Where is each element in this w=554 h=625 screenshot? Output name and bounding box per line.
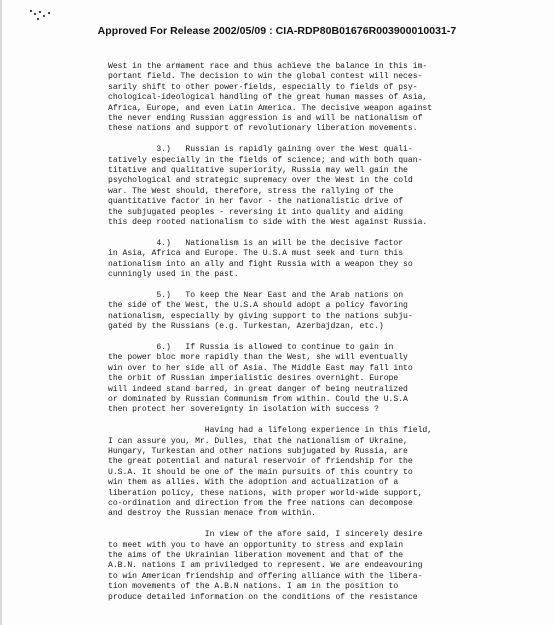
memo-line: the never ending Russian aggression is and will be nationalism of (108, 114, 423, 124)
memo-line: the great potential and natural reservoir of friendship for the (108, 457, 413, 467)
memo-line: tatively especially in the fields of science; and with both quan- (108, 155, 423, 165)
memo-line: will indeed stand barred, in great danger of being neutralized (108, 384, 408, 394)
memo-line: and destroy the Russian menace from within. (108, 509, 316, 519)
memo-paragraph (108, 291, 520, 333)
memo-line: co-ordination and direction from the free nations can decompose (108, 498, 413, 508)
memo-line: Hungary, Turkestan and other nations subjugated by Russia, are (108, 446, 408, 456)
memo-line: the subjugated peoples - reversing it into quality and aiding (108, 207, 404, 217)
memo-body (108, 62, 520, 613)
memo-paragraph (108, 343, 520, 416)
release-header: Approved For Release 2002/05/09 : CIA-RDP80B01676R003900010031-7 (97, 25, 457, 37)
memo-line: or dominated by Russian Communism from within. Could the U.S.A (108, 394, 408, 404)
memo-line: nationalism into an ally and fight Russia with a weapon they so (108, 259, 413, 269)
memo-line: war. The West should, therefore, stress the rallying of the (108, 186, 394, 196)
memo-line: in Asia, Africa and Europe. The U.S.A must seek and turn this (108, 249, 404, 259)
memo-paragraph (108, 145, 520, 228)
memo-line: 4.) Nationalism is an will be the decisive factor (108, 238, 404, 248)
memo-line: the orbit of Russian imperialistic desires overnight. Europe (108, 374, 399, 384)
memo-line: cunningly used in the past. (108, 270, 239, 280)
memo-line: nationalism, especially by giving support to the nations subju- (108, 311, 413, 321)
memo-line: portant field. The decision to win the global contest will neces- (108, 72, 423, 82)
memo-paragraph (108, 530, 520, 603)
memo-line: psychological and strategic supremacy over the West in the cold (108, 176, 413, 186)
memo-line: liberation policy, these nations, with proper world-wide support, (108, 488, 423, 498)
memo-line: win over to her side all of Asia. The Middle East may fall into (108, 363, 413, 373)
memo-line: the side of the West, the U.S.A should adopt a policy favoring (108, 301, 408, 311)
scan-specks (30, 10, 52, 24)
memo-line: win them as allies. With the adoption and actualization of a (108, 478, 399, 488)
scan-edge (0, 0, 2, 625)
memo-line: then protect her sovereignty in isolation with success ? (108, 405, 379, 415)
memo-line: the power bloc more rapidly than the West, she will eventually (108, 353, 408, 363)
memo-line: the aims of the Ukrainian liberation movement and that of the (108, 551, 404, 560)
memo-line: Having had a lifelong experience in this field, (108, 426, 433, 436)
memo-line: Africa, Europe, and even Latin America. The decisive weapon against (108, 103, 433, 113)
memo-line: A.B.N. nations I am priviledged to represent. We are endeavouring (108, 561, 423, 571)
memo-line: to win American friendship and offering alliance with the libera- (108, 571, 423, 581)
memo-line: titative and qualitative superiority, Russia may well gain the (108, 166, 408, 176)
memo-paragraph (108, 239, 520, 281)
memo-line: sarily shift to other power-fields, especially to fields of psy- (108, 82, 418, 92)
memo-line: West in the armament race and thus achieve the balance in this im- (108, 62, 428, 71)
memo-line: 6.) If Russia is allowed to continue to gain in (108, 342, 394, 352)
memo-paragraph (108, 62, 520, 135)
memo-line: chological-ideological handling of the great human masses of Asia, (108, 93, 428, 103)
memo-line: 5.) To keep the Near East and the Arab nations on (108, 290, 404, 300)
memo-line: these nations and support of revolutionary liberation movements. (108, 124, 418, 134)
memo-line: 3.) Russian is rapidly gaining over the West quali- (108, 145, 413, 155)
memo-line: produce detailed information on the conditions of the resistance (108, 592, 418, 602)
memo-paragraph (108, 426, 520, 520)
memo-line: to meet with you to have an opportunity to stress and explain (108, 540, 404, 550)
memo-line: U.S.A. It should be one of the main pursuits of this country to (108, 467, 413, 477)
memo-line: this deep rooted nationalism to side with the West against Russia. (108, 218, 428, 228)
memo-line: gated by the Russians (e.g. Turkestan, Azerbajdzan, etc.) (108, 322, 384, 332)
memo-line: In view of the afore said, I sincerely desire (108, 530, 423, 540)
memo-line: tion movements of the A.B.N nations. I am in the position to (108, 582, 399, 592)
memo-line: quantitative factor in her favor - the nationalistic drive of (108, 197, 404, 207)
memo-line: I can assure you, Mr. Dulles, that the nationalism of Ukraine, (108, 436, 408, 446)
